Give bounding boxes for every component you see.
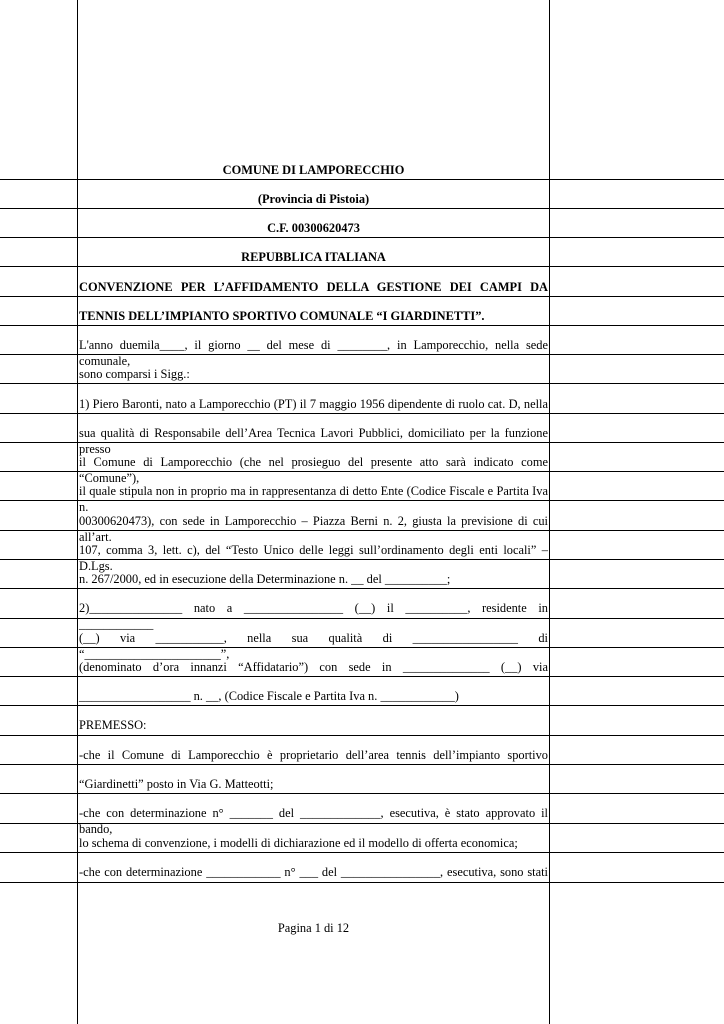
body-line: il quale stipula non in proprio ma in rappresentanza di detto Ente (Codice Fiscale e Partita Iva n.	[79, 484, 548, 514]
body-line: “Giardinetti” posto in Via G. Matteotti;	[79, 777, 274, 791]
tax-code-heading: C.F. 00300620473	[267, 221, 360, 235]
body-line: -che con determinazione n° _______ del _____________, esecutiva, è stato approvato il bando,	[79, 806, 548, 836]
document-title-line: TENNIS DELL’IMPIANTO SPORTIVO COMUNALE “I GIARDINETTI”.	[79, 309, 485, 323]
body-line: 107, comma 3, lett. c), del “Testo Unico delle leggi sull’ordinamento degli enti locali” – D.Lgs.	[79, 543, 548, 573]
body-line: lo schema di convenzione, i modelli di dichiarazione ed il modello di offerta economica;	[79, 836, 518, 850]
body-line: -che con determinazione ____________ n° ___ del ________________, esecutiva, sono stati	[79, 865, 548, 879]
body-line: sua qualità di Responsabile dell’Area Tecnica Lavori Pubblici, domiciliato per la funzione presso	[79, 426, 548, 456]
document-title-line: CONVENZIONE PER L’AFFIDAMENTO DELLA GESTIONE DEI CAMPI DA	[79, 280, 548, 294]
body-line: n. 267/2000, ed in esecuzione della Determinazione n. __ del __________;	[79, 572, 451, 586]
row-rule	[0, 179, 724, 180]
province-heading: (Provincia di Pistoia)	[257, 192, 370, 206]
page-number: Pagina 1 di 12	[277, 921, 350, 935]
body-line: 00300620473), con sede in Lamporecchio – Piazza Berni n. 2, giusta la previsione di cui all’art.	[79, 514, 548, 544]
row-rule	[0, 500, 724, 501]
body-line: (__) via ___________, nella sua qualità di _________________ di “______________________”,	[79, 631, 548, 661]
body-line: (denominato d’ora innanzi “Affidatario”) con sede in ______________ (__) via	[79, 660, 548, 674]
body-line: __________________ n. __, (Codice Fiscale e Partita Iva n. ____________)	[79, 689, 459, 703]
row-rule	[0, 705, 724, 706]
row-rule	[0, 325, 724, 326]
row-rule	[0, 237, 724, 238]
row-rule	[0, 764, 724, 765]
premesso-heading: PREMESSO:	[79, 718, 147, 732]
row-rule	[0, 383, 724, 384]
row-rule	[0, 882, 724, 883]
row-rule	[0, 852, 724, 853]
body-line: L'anno duemila____, il giorno __ del mese di ________, in Lamporecchio, nella sede comunale,	[79, 338, 548, 368]
municipality-heading: COMUNE DI LAMPORECCHIO	[222, 163, 405, 177]
row-rule	[0, 735, 724, 736]
body-line: il Comune di Lamporecchio (che nel prosieguo del presente atto sarà indicato come “Comune”),	[79, 455, 548, 485]
row-rule	[0, 296, 724, 297]
left-margin-rule	[77, 0, 78, 1024]
body-line: -che il Comune di Lamporecchio è proprietario dell’area tennis dell’impianto sportivo	[79, 748, 548, 762]
body-line: 2)_______________ nato a ________________ (__) il __________, residente in ____________	[79, 601, 548, 631]
row-rule	[0, 676, 724, 677]
row-rule	[0, 208, 724, 209]
body-line: 1) Piero Baronti, nato a Lamporecchio (PT) il 7 maggio 1956 dipendente di ruolo cat. D, nella	[79, 397, 548, 411]
row-rule	[0, 588, 724, 589]
row-rule	[0, 413, 724, 414]
body-line: sono comparsi i Sigg.:	[79, 367, 190, 381]
republic-heading: REPUBBLICA ITALIANA	[241, 250, 386, 264]
row-rule	[0, 793, 724, 794]
right-margin-rule	[549, 0, 550, 1024]
row-rule	[0, 266, 724, 267]
